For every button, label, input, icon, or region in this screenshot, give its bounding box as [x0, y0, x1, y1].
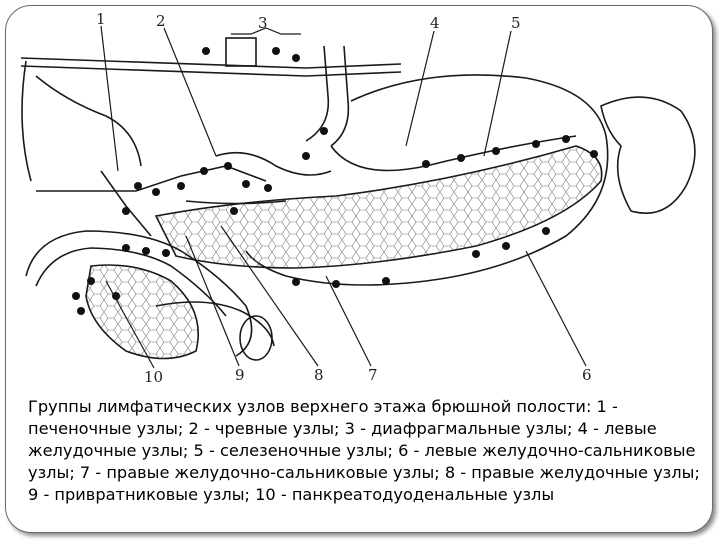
- label-5: 5: [511, 14, 521, 32]
- label-2: 2: [156, 12, 166, 30]
- figure-caption: Группы лимфатических узлов верхнего этажа брюшной полости: 1 - печеночные узлы; 2 - чревные узлы; 3 - диафрагмальные узлы; 4 - левые желудочные узлы; 5 - селезеночные узлы; 6 - левые желудочно-сальниковые узлы; 7 - правые желудочно-сальниковые узлы; 8 - правые желудочные узлы; 9 - привратниковые узлы; 10 - панкреатодуоденальные узлы: [28, 397, 700, 504]
- slide-frame: [5, 5, 713, 533]
- anatomy-lines: [21, 26, 695, 368]
- label-10: 10: [144, 368, 164, 386]
- label-1: 1: [96, 10, 106, 28]
- label-6: 6: [582, 366, 592, 384]
- label-9: 9: [235, 366, 245, 384]
- label-8: 8: [314, 366, 324, 384]
- label-7: 7: [368, 366, 378, 384]
- lymph-nodes-illustration: [6, 6, 712, 386]
- label-3: 3: [258, 14, 268, 32]
- label-4: 4: [430, 14, 440, 32]
